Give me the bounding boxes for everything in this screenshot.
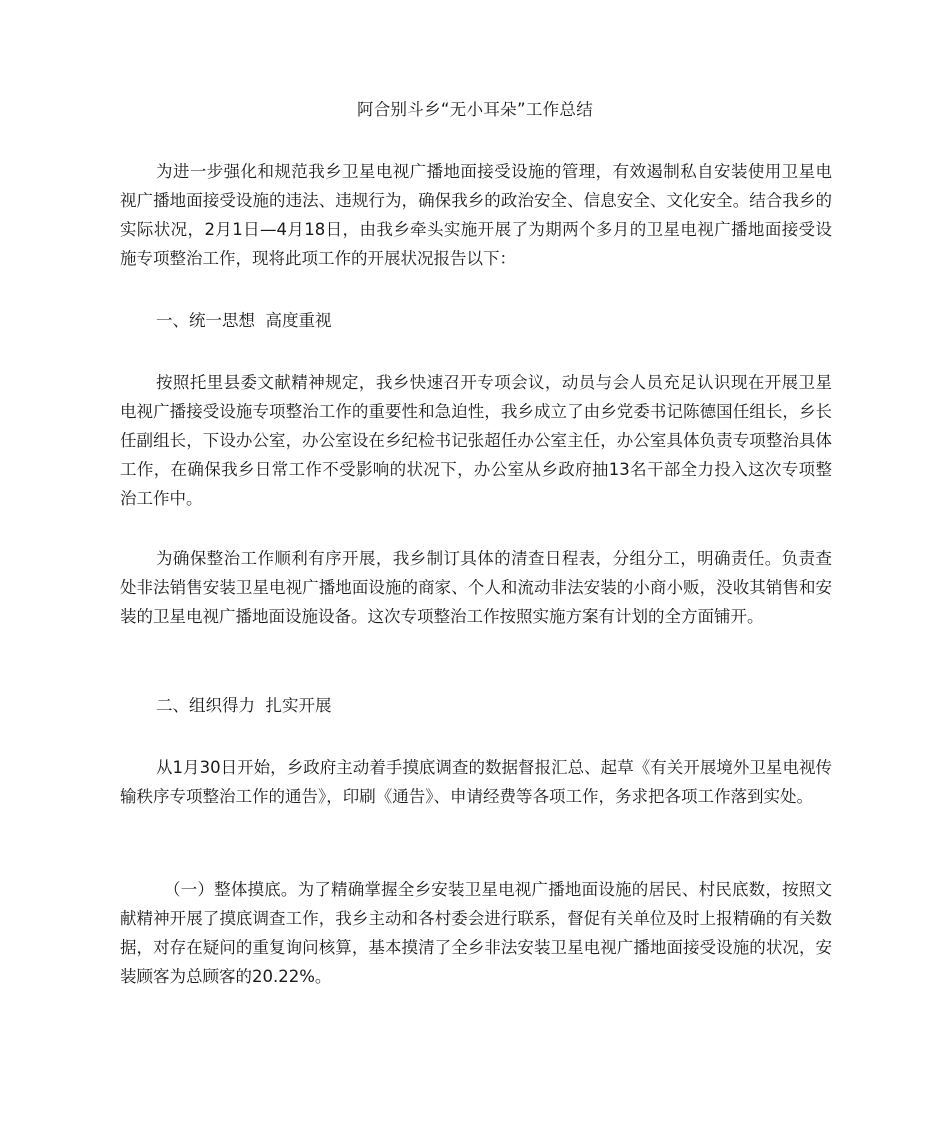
paragraph-schedule: 为确保整治工作顺利有序开展，我乡制订具体的清查日程表，分组分工，明确责任。负责查处非法销售安装卫星电视广播地面设施的商家、个人和流动非法安装的小商小贩，没收其销售和安装的卫星电视广播地面设施设备。这次专项整治工作按照实施方案有计划的全方面铺开。	[120, 549, 832, 626]
paragraph-start: 从1月30日开始，乡政府主动着手摸底调查的数据督报汇总、起草《有关开展境外卫星电视传输秩序专项整治工作的通告》，印刷《通告》、申请经费等各项工作，务求把各项工作落到实处。	[120, 758, 832, 806]
document-title: 阿合别斗乡“无小耳朵”工作总结	[356, 100, 594, 119]
paragraph-intro: 为进一步强化和规范我乡卫星电视广播地面接受设施的管理，有效遏制私自安装使用卫星电视广播地面接受设施的违法、违规行为，确保我乡的政治安全、信息安全、文化安全。结合我乡的实际状况，2月1日—4月18日，由我乡牵头实施开展了为期两个多月的卫星电视广播地面接受设施专项整治工作，现将此项工作的开展状况报告以下：	[120, 162, 832, 268]
paragraph-organization: 按照托里县委文献精神规定，我乡快速召开专项会议，动员与会人员充足认识现在开展卫星电视广播接受设施专项整治工作的重要性和急迫性，我乡成立了由乡党委书记陈德国任组长，乡长任副组长，下设办公室，办公室设在乡纪检书记张超任办公室主任，办公室具体负责专项整治具体工作，在确保我乡日常工作不受影响的状况下，办公室从乡政府抽13名干部全力投入这次专项整治工作中。	[120, 373, 832, 508]
section-heading-2: 二、组织得力 扎实开展	[156, 696, 332, 715]
section-heading-1: 一、统一思想 高度重视	[156, 311, 332, 330]
paragraph-survey: （一）整体摸底。为了精确掌握全乡安装卫星电视广播地面设施的居民、村民底数，按照文献精神开展了摸底调查工作，我乡主动和各村委会进行联系，督促有关单位及时上报精确的有关数据，对存在疑问的重复询问核算，基本摸清了全乡非法安装卫星电视广播地面接受设施的状况，安装顾客为总顾客的20.22%。	[120, 880, 832, 986]
